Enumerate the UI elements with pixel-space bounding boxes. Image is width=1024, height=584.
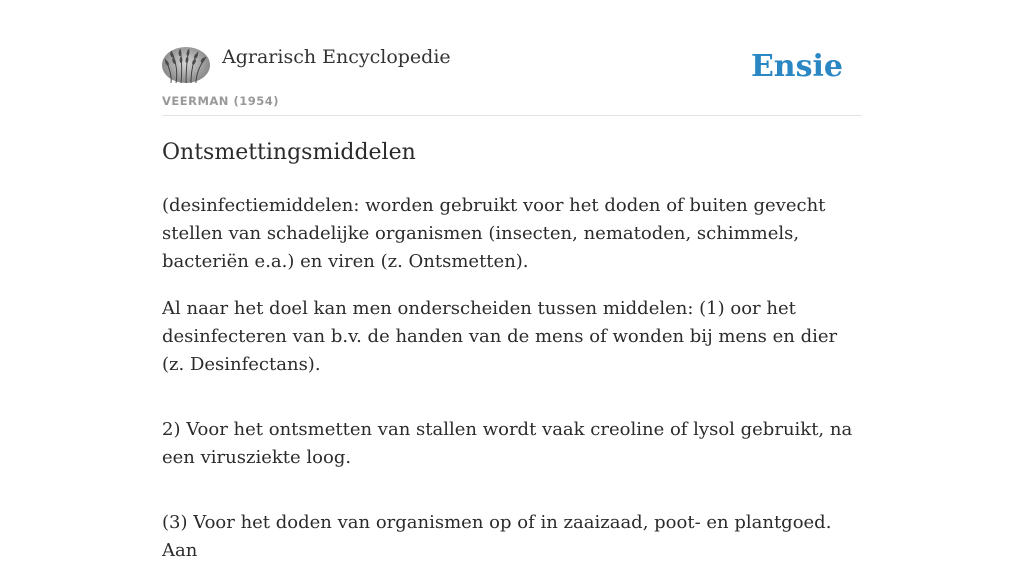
- paragraph: (3) Voor het doden van organismen op of in zaaizaad, poot- en plantgoed. Aan: [162, 512, 832, 561]
- wheat-icon[interactable]: [162, 47, 210, 83]
- paragraph: Al naar het doel kan men onderscheiden tussen middelen: (1) oor het desinfecteren van b.v. de handen van de mens of wonden bij mens en dier (z. Desinfectans).: [162, 298, 838, 375]
- paragraph: (desinfectiemiddelen: worden gebruikt voor het doden of buiten gevecht stellen van schadelijke organismen (insecten, nematoden, schimmels, bacteriën e.a.) en viren (z. Ontsmetten).: [162, 195, 826, 272]
- article-body: [162, 192, 862, 584]
- page-title: Ontsmettingsmiddelen: [162, 140, 416, 165]
- book-title[interactable]: Agrarisch Encyclopedie: [222, 46, 451, 68]
- paragraph: 2) Voor het ontsmetten van stallen wordt vaak creoline of lysol gebruikt, na een virusziekte loog.: [162, 419, 853, 468]
- content-container: [162, 0, 862, 561]
- author-label: VEERMAN (1954): [162, 94, 279, 108]
- brand-logo[interactable]: Ensie: [750, 49, 843, 84]
- header: [162, 0, 862, 116]
